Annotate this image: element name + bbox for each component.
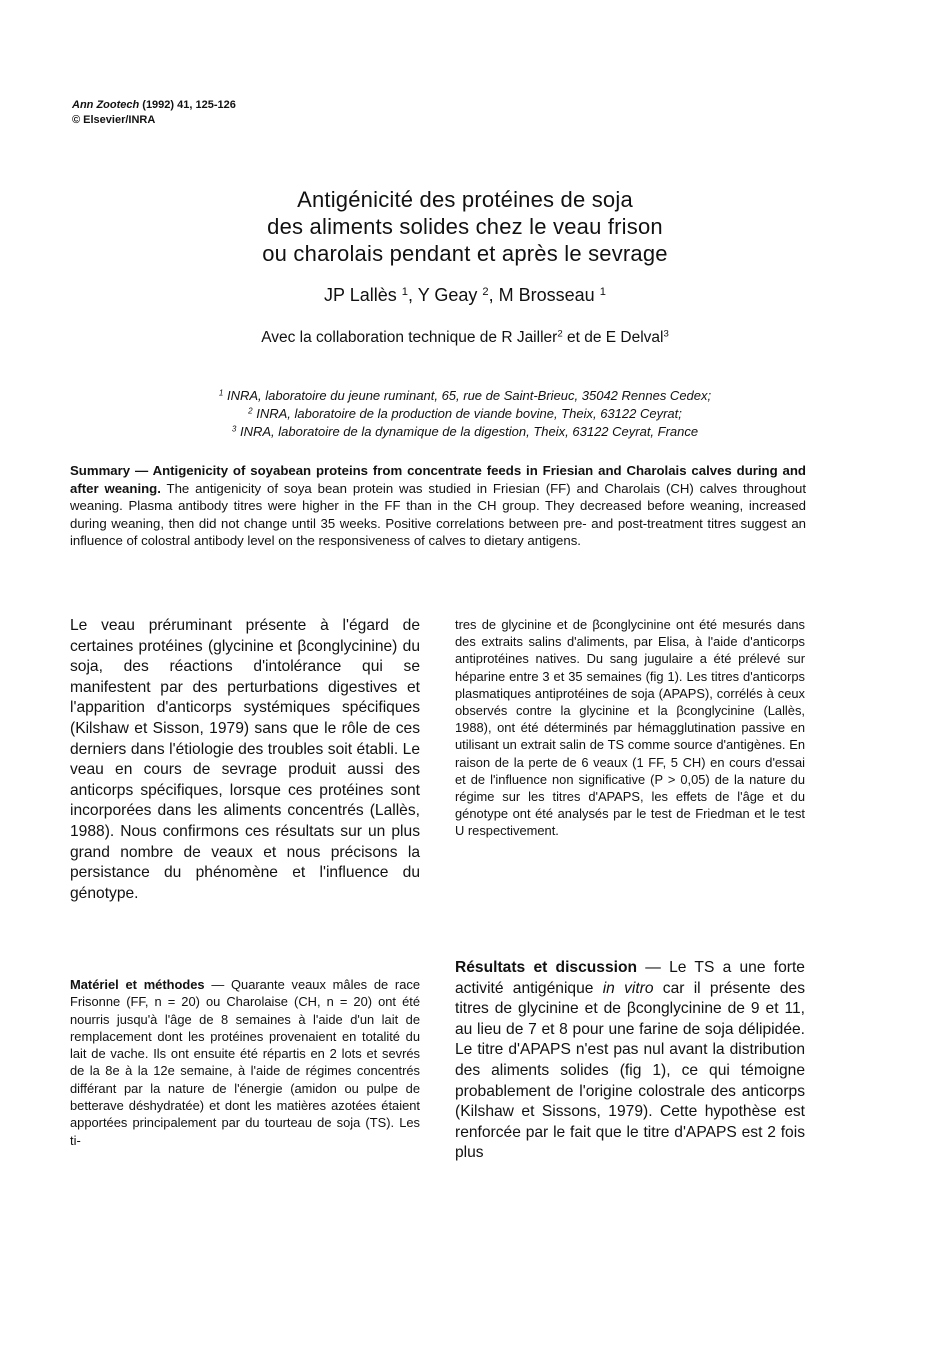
journal-name: Ann Zootech xyxy=(72,99,140,111)
journal-publisher: © Elsevier/INRA xyxy=(72,114,156,126)
results-body: car il présente des titres de glycinine et de βconglycinine de 9 et 11, au lieu de 7 et 8 pour une farine de soja délipidée. Le titre d'APAPS n'est pas nul avant la distribution des aliments solides (fig 1), ce qui témoigne probablement de l'origine colostrale des anticorps (Kilshaw et Sissons, 1979). Cette hypothèse est renforcée par le fait que le titre d'APAPS est 2 fois plus xyxy=(455,979,805,1162)
author-affiliation-mark: 1 xyxy=(599,285,606,298)
author-affiliation-mark: 2 xyxy=(482,285,489,298)
methods-heading: Matériel et méthodes xyxy=(70,977,205,992)
results-in-vitro: in vitro xyxy=(602,979,654,997)
author-name: Y Geay xyxy=(417,285,478,305)
summary-body: The antigenicity of soya bean protein was studied in Friesian (FF) and Charolais (CH) calves throughout weaning. Plasma antibody titres were higher in the FF than in the CH group. They decreased before weaning, increased during weaning, then did not change until 35 weeks. Positive correlations between pre- and post-treatment titres suggest an influence of colostral antibody level on the responsiveness of calves to dietary antigens. xyxy=(70,480,807,548)
summary-abstract xyxy=(70,462,806,550)
affiliation-number: 1 xyxy=(218,388,224,398)
collab-text: et de E Delval xyxy=(562,329,664,346)
affiliation-line xyxy=(60,387,870,405)
author-name: JP Lallès xyxy=(324,285,397,305)
journal-header xyxy=(72,98,236,128)
affiliation-number: 2 xyxy=(248,406,253,416)
title-line-3: ou charolais pendant et après le sevrage xyxy=(262,241,668,266)
results-paragraph xyxy=(455,958,805,1164)
journal-volume-pages: (1992) 41, 125-126 xyxy=(142,99,236,111)
summary-heading: Summary — Antigenicity of soyabean proteins from concentrate feeds in Friesian and Charolais calves during and after weaning. xyxy=(70,463,806,496)
results-body: — Le TS a une forte activité antigénique xyxy=(455,959,805,997)
author-affiliation-mark: 1 xyxy=(401,285,408,298)
article-title xyxy=(120,186,810,267)
affiliation-text: INRA, laboratoire de la dynamique de la digestion, Theix, 63122 Ceyrat, France xyxy=(239,424,699,439)
collab-text: Avec la collaboration technique de R Jailler xyxy=(261,329,558,346)
methods-continued-paragraph: tres de glycinine et de βconglycinine ont été mesurés dans des extraits salins d'aliments, par Elisa, à l'aide d'anticorps antiprotéines natives. Du sang jugulaire a été prélevé sur héparine entre 3 et 35 semaines (fig 1). Les titres d'anticorps plasmatiques antiprotéines de soja (APAPS), corrélés à ceux observés contre la glycinine et la βconglycinine (Lallès, 1988), ont été déterminés par hémagglutination passive en utilisant un extrait salin de TS comme source d'antigènes. En raison de la perte de 6 veaux (1 FF, 5 CH) en cours d'essai et de l'influence non significative (P > 0,05) de la nature du régime sur les titres d'APAPS, les effets de l'âge et du génotype ont été analysés par le test de Friedman et le test U respectivement. xyxy=(455,617,805,839)
title-line-1: Antigénicité des protéines de soja xyxy=(297,187,633,212)
affiliation-number: 3 xyxy=(231,424,237,434)
journal-citation xyxy=(72,98,236,113)
affiliation-line xyxy=(60,423,870,441)
results-heading: Résultats et discussion xyxy=(455,959,638,976)
collab-mark: 3 xyxy=(663,328,669,340)
affiliation-text: INRA, laboratoire du jeune ruminant, 65, rue de Saint-Brieuc, 35042 Rennes Cedex; xyxy=(226,388,712,403)
collab-mark: 2 xyxy=(557,328,563,340)
affiliation-text: INRA, laboratoire de la production de viande bovine, Theix, 63122 Ceyrat; xyxy=(256,406,682,421)
methods-body: — Quarante veaux mâles de race Frisonne (FF, n = 20) ou Charolaise (CH, n = 20) ont été nourris jusqu'à l'âge de 8 semaines à l'aide d'un lait de remplacement dont les protéines provenaient en totalité du lait de vache. Ils ont ensuite été répartis en 2 lots et sevrés de la 8e à la 12e semaine, à l'aide de régimes concentrés différant par la nature de l'énergie (amidon ou pulpe de betterave déshydratée) et dont les matières azotées étaient apportées principalement par du tourteau de soja (TS). Les ti- xyxy=(70,977,420,1148)
methods-paragraph xyxy=(70,976,420,1149)
technical-collaboration xyxy=(80,328,850,348)
introduction-paragraph: Le veau préruminant présente à l'égard de certaines protéines (glycinine et βconglycinine) du soja, des réactions d'intolérance qui se manifestent par des perturbations digestives et l'apparition d'anticorps systémiques spécifiques (Kilshaw et Sisson, 1979) sans que le rôle de ces derniers dans l'étiologie des troubles soit établi. Le veau en cours de sevrage produit aussi des anticorps spécifiques, lorsque ces protéines sont incorporées dans les aliments concentrés (Lallès, 1988). Nous confirmons ces résultats sur un plus grand nombre de veaux et nous précisons la persistance du phénomène et l'influence du génotype. xyxy=(70,617,420,902)
author-name: M Brosseau xyxy=(498,285,595,305)
affiliation-line xyxy=(60,405,870,423)
title-line-2: des aliments solides chez le veau frison xyxy=(267,214,663,239)
affiliations xyxy=(60,387,870,441)
author-list: JP Lallès $^1$, Y Geay $^2$, M Brosseau $^1$ xyxy=(324,285,606,305)
